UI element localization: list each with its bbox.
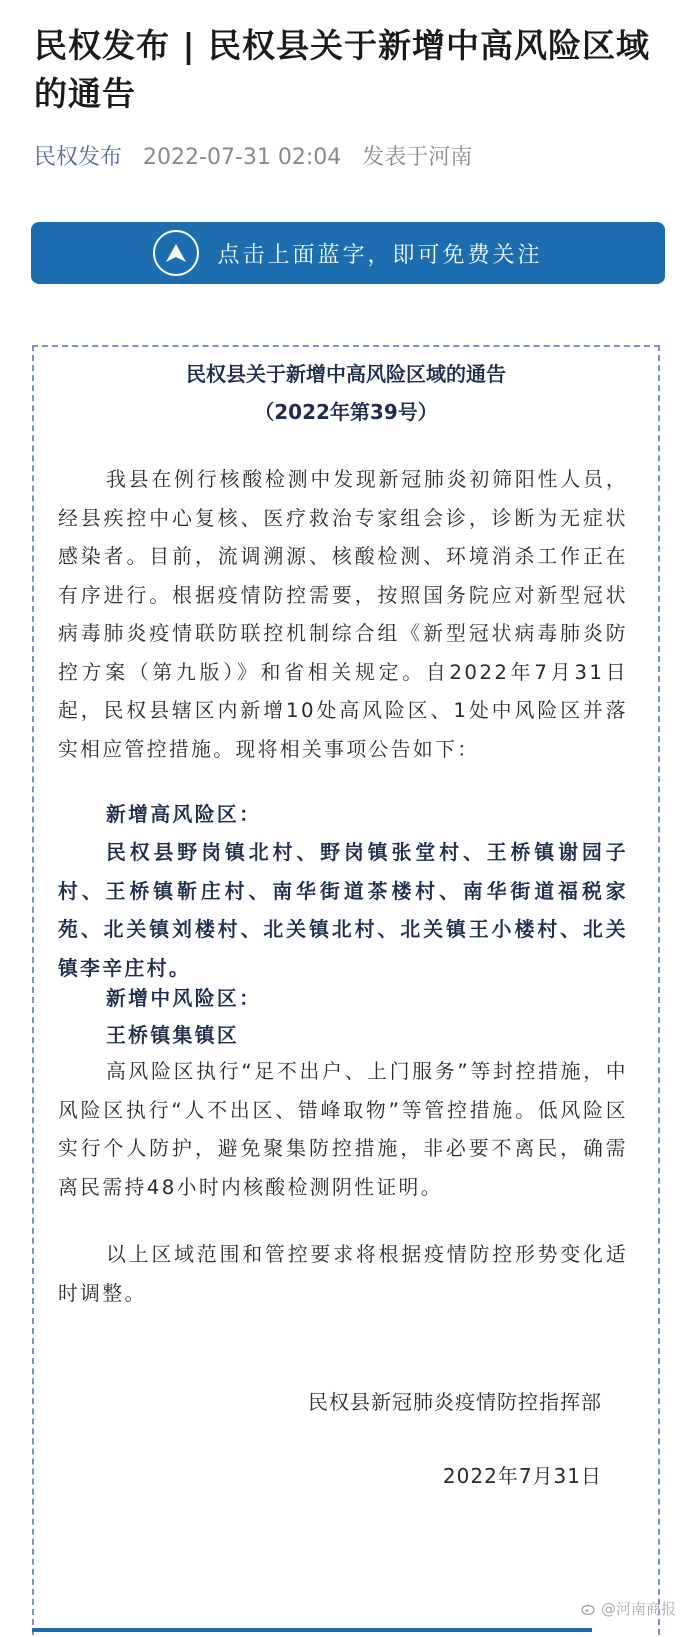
notice-number: （2022年第39号）: [254, 400, 438, 424]
control-measures-paragraph: 高风险区执行“足不出户、上门服务”等封控措施，中风险区执行“人不出区、错峰取物”等管控措施。低风险区实行个人防护，避免聚集防控措施，非必要不离民，确需离民需持48小时内核酸检测阴性证明。: [58, 1060, 628, 1199]
watermark: [581, 1598, 676, 1619]
medium-risk-heading: 新增中风险区：: [106, 987, 262, 1010]
follow-banner[interactable]: [31, 222, 665, 284]
high-risk-heading: 新增高风险区：: [106, 803, 262, 826]
follow-banner-label: 点击上面蓝字，即可免费关注: [217, 242, 543, 268]
notice-paragraph: 我县在例行核酸检测中发现新冠肺炎初筛阳性人员，经县疾控中心复核、医疗救治专家组会诊，诊断为无症状感染者。目前，流调溯源、核酸检测、环境消杀工作正在有序进行。根据疫情防控需要，按照国务院应对新型冠状病毒肺炎疫情联防联控机制综合组《新型冠状病毒肺炎防控方案（第九版）》和省相关规定。自2022年7月31日起，民权县辖区内新增10处高风险区、1处中风险区并落实相应管控措施。现将相关事项公告如下：: [58, 468, 628, 761]
adjustment-paragraph: 以上区域范围和管控要求将根据疫情防控形势变化适时调整。: [58, 1243, 628, 1305]
watermark-text: @河南商报: [600, 1600, 676, 1618]
medium-risk-list: 王桥镇集镇区: [106, 1024, 240, 1047]
notice-date: 2022年7月31日: [442, 1464, 602, 1488]
article-title: 民权发布 | 民权县关于新增中高风险区域的通告: [34, 26, 651, 113]
up-arrow-icon: [153, 230, 199, 276]
signature: 民权县新冠肺炎疫情防控指挥部: [308, 1390, 602, 1414]
weibo-icon: [581, 1603, 597, 1615]
author-link[interactable]: 民权发布: [34, 145, 123, 170]
publish-time: 2022-07-31 02:04: [143, 145, 342, 170]
notice-title: 民权县关于新增中高风险区域的通告: [186, 362, 506, 386]
publish-location: 发表于河南: [362, 145, 473, 170]
bottom-divider: [32, 1628, 592, 1632]
high-risk-list: 民权县野岗镇北村、野岗镇张堂村、王桥镇谢园子村、王桥镇靳庄村、南华街道茶楼村、南华街道福税家苑、北关镇刘楼村、北关镇北村、北关镇王小楼村、北关镇李辛庄村。: [58, 841, 628, 980]
article-meta: [34, 140, 472, 171]
